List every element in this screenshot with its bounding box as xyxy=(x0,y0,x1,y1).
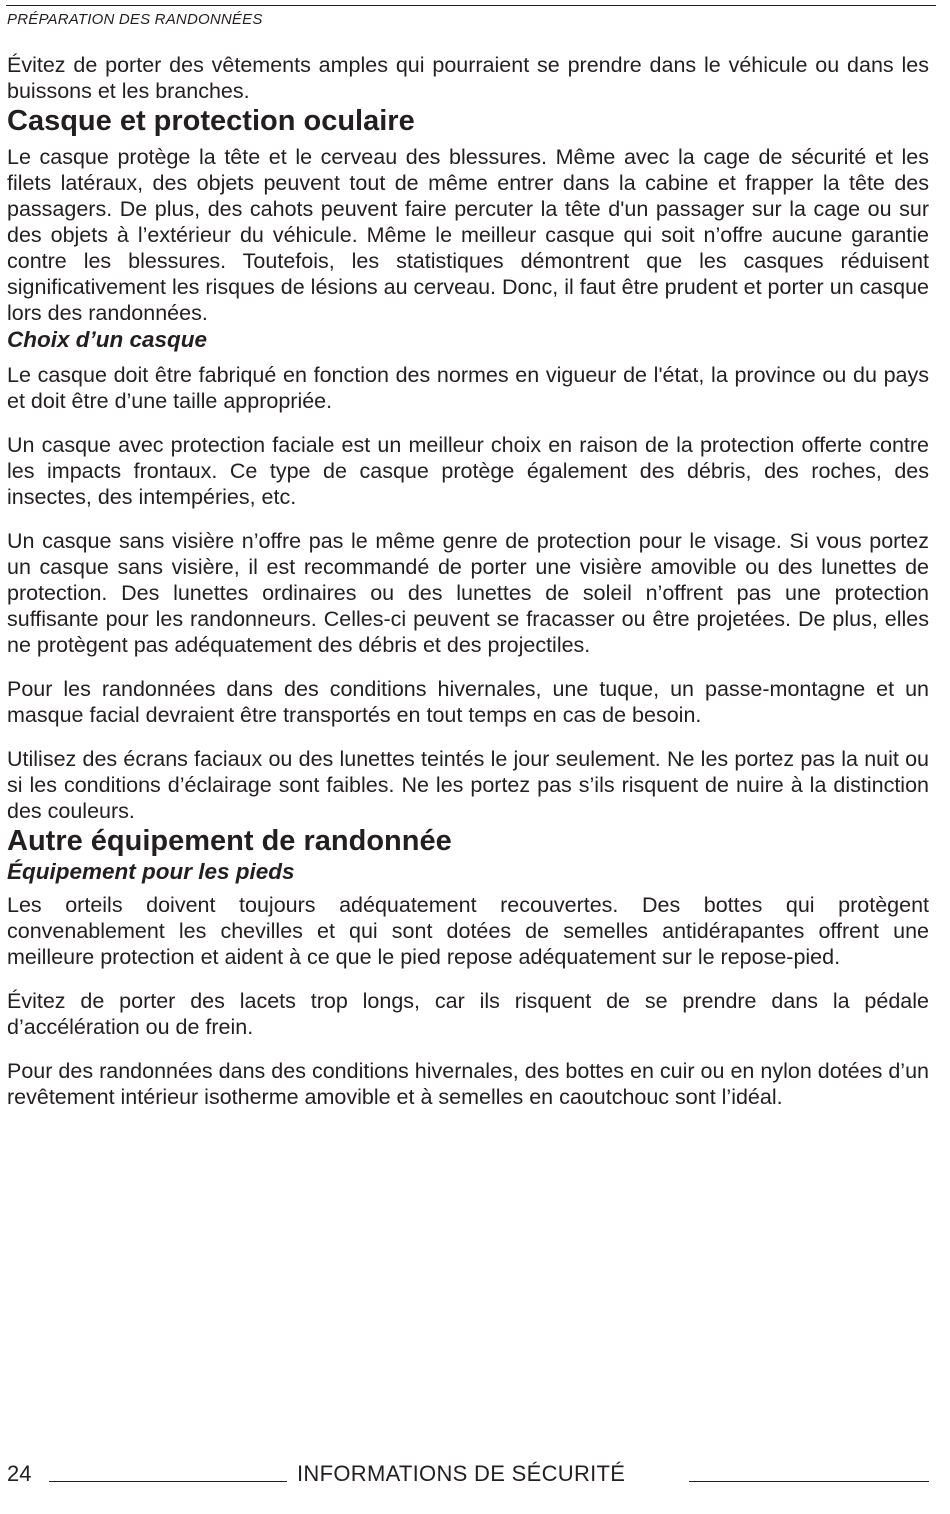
footer-section-title: INFORMATIONS DE SÉCURITÉ xyxy=(297,1461,626,1486)
pieds-paragraph-2: Évitez de porter des lacets trop longs, car ils risquent de se prendre dans la pédale d’accélération ou de frein. xyxy=(7,989,929,1039)
choix-paragraph-2: Un casque avec protection faciale est un meilleur choix en raison de la protection offerte contre les impacts frontaux. Ce type de casque protège également des débris, des roches, des insectes, des intempéries, etc. xyxy=(7,433,929,509)
section-heading-casque: Casque et protection oculaire xyxy=(7,105,415,137)
section-heading-autre-equipement: Autre équipement de randonnée xyxy=(7,825,452,857)
pieds-paragraph-3: Pour des randonnées dans des conditions hivernales, des bottes en cuir ou en nylon dotées d’un revêtement intérieur isotherme amovible et à semelles en caoutchouc sont l’idéal. xyxy=(7,1059,929,1109)
choix-paragraph-1: Le casque doit être fabriqué en fonction des normes en vigueur de l'état, la province ou du pays et doit être d’une taille appropriée. xyxy=(7,363,929,413)
footer-rule-left xyxy=(49,1481,287,1482)
choix-paragraph-3: Un casque sans visière n’offre pas le même genre de protection pour le visage. Si vous portez un casque sans visière, il est recommandé de porter une visière amovible ou des lunettes de protection. Des lunettes ordinaires ou des lunettes de soleil n’offrent pas une protection suffisante pour les randonneurs. Celles-ci peuvent se fracasser ou être projetées. De plus, elles ne protègent pas adéquatement des débris et des projectiles. xyxy=(7,529,929,657)
footer-rule-right xyxy=(689,1481,929,1482)
pieds-paragraph-1: Les orteils doivent toujours adéquatement recouvertes. Des bottes qui protègent convenablement les chevilles et qui sont dotées de semelles antidérapantes offrent une meilleure protection et aident à ce que le pied repose adéquatement sur le repose-pied. xyxy=(7,893,929,969)
subsection-heading-pieds: Équipement pour les pieds xyxy=(7,859,295,884)
subsection-heading-choix: Choix d’un casque xyxy=(7,327,208,352)
header-rule xyxy=(6,5,936,6)
page-content xyxy=(7,52,929,1110)
page-footer xyxy=(7,1460,929,1488)
page-number: 24 xyxy=(7,1461,32,1486)
choix-paragraph-5: Utilisez des écrans faciaux ou des lunettes teintés le jour seulement. Ne les portez pas la nuit ou si les conditions d’éclairage sont faibles. Ne les portez pas s’ils risquent de nuire à la distinction des couleurs. xyxy=(7,747,929,823)
casque-paragraph: Le casque protège la tête et le cerveau des blessures. Même avec la cage de sécurité et les filets latéraux, des objets peuvent tout de même entrer dans la cabine et frapper la tête des passagers. De plus, des cahots peuvent faire percuter la tête d'un passager sur la cage ou sur des objets à l’extérieur du véhicule. Même le meilleur casque qui soit n’offre aucune garantie contre les blessures. Toutefois, les statistiques démontrent que les casques réduisent significativement les risques de lésions au cerveau. Donc, il faut être prudent et porter un casque lors des randonnées. xyxy=(7,145,929,325)
choix-paragraph-4: Pour les randonnées dans des conditions hivernales, une tuque, un passe-montagne et un masque facial devraient être transportés en tout temps en cas de besoin. xyxy=(7,677,929,727)
running-header: PRÉPARATION DES RANDONNÉES xyxy=(7,11,263,28)
intro-paragraph: Évitez de porter des vêtements amples qui pourraient se prendre dans le véhicule ou dans les buissons et les branches. xyxy=(7,53,929,103)
